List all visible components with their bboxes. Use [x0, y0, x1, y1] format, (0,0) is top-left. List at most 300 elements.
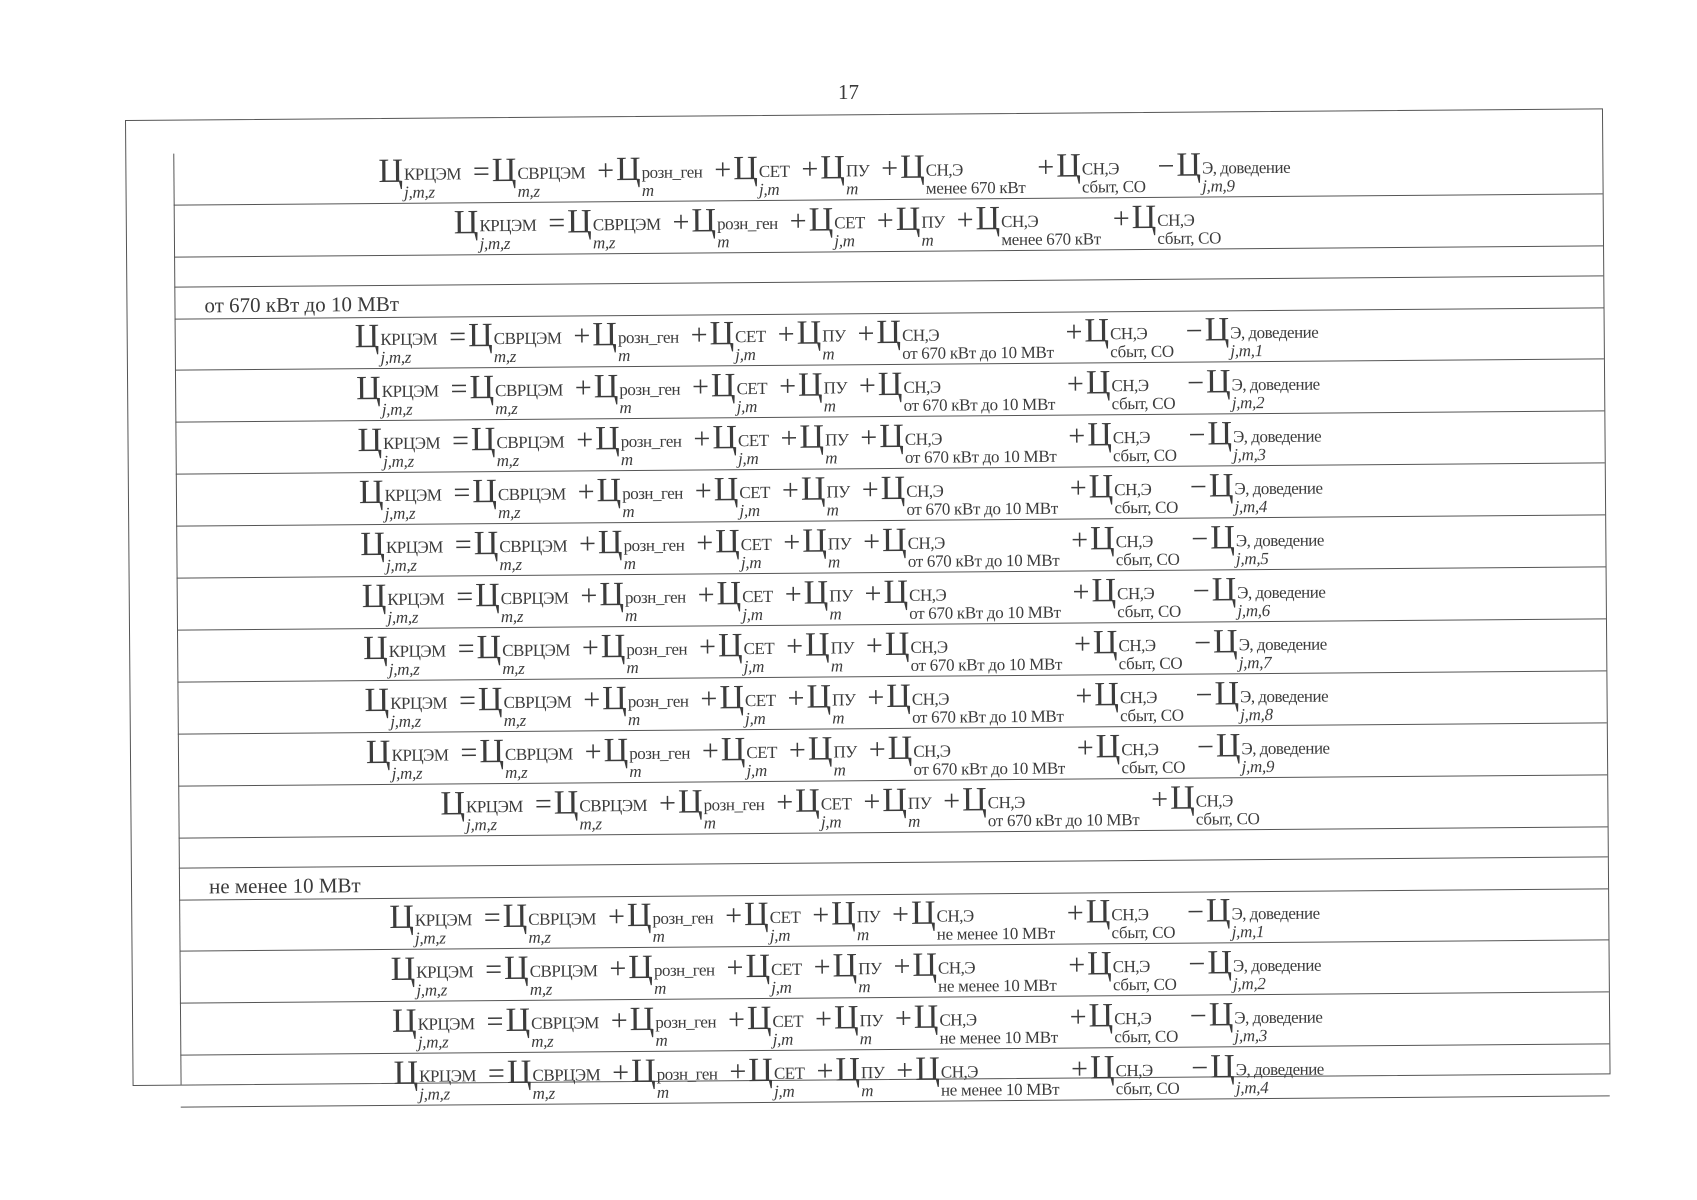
superscript: КРЦЭМ	[390, 692, 448, 713]
term-set	[692, 522, 771, 573]
term-scripts	[419, 1067, 476, 1102]
subscript: m	[619, 397, 632, 417]
operator-sign: =	[454, 527, 472, 561]
price-symbol: Ц	[1210, 1047, 1235, 1086]
term-scripts	[926, 160, 1026, 196]
superscript: СН,Э	[1121, 739, 1159, 759]
term-sn-capacity	[952, 199, 1100, 250]
price-symbol: Ц	[1056, 146, 1081, 185]
operator-sign: +	[1069, 999, 1087, 1034]
term-scripts	[913, 741, 1065, 777]
operator-sign: +	[863, 784, 881, 818]
superscript: СН,Э	[939, 1009, 977, 1030]
term-scripts	[857, 908, 881, 943]
section-header: от 670 кВт до 10 МВт	[204, 291, 400, 318]
formula	[389, 892, 1328, 949]
superscript: СН,Э	[1115, 1060, 1153, 1080]
price-symbol: Ц	[1087, 944, 1112, 982]
superscript: СЕТ	[739, 482, 771, 502]
superscript: СН,Э	[903, 377, 941, 397]
term-scripts	[496, 433, 564, 469]
price-symbol: Ц	[899, 148, 925, 186]
price-symbol: Ц	[1088, 467, 1114, 505]
superscript: Э, доведение	[1240, 686, 1329, 706]
term-scripts	[1157, 211, 1221, 246]
term-scripts	[921, 213, 945, 248]
operator-sign: +	[1065, 315, 1083, 349]
subscript: от 670 кВт до 10 МВт	[907, 550, 1060, 571]
subscript: j,m,4	[1235, 1077, 1269, 1097]
price-symbol: Ц	[717, 626, 743, 664]
price-symbol: Ц	[1131, 198, 1157, 236]
superscript: СВРЦЭМ	[495, 380, 563, 400]
operator-sign: −	[1186, 366, 1205, 400]
price-symbol: Ц	[746, 999, 772, 1037]
price-symbol: Ц	[1092, 623, 1118, 661]
superscript: СВРЦЭМ	[499, 536, 568, 556]
subscript: m	[626, 657, 639, 677]
price-symbol: Ц	[393, 1054, 419, 1092]
price-symbol: Ц	[506, 1053, 532, 1091]
superscript: Э, доведение	[1237, 582, 1326, 602]
formula	[366, 726, 1338, 784]
term-scripts	[774, 1064, 805, 1099]
term-pu	[797, 149, 869, 200]
term-result	[454, 203, 537, 254]
term-scripts	[939, 1010, 1058, 1046]
subscript: j,m,z	[381, 399, 413, 419]
superscript: СЕТ	[735, 326, 766, 347]
term-scripts	[1239, 635, 1327, 671]
operator-sign: +	[672, 205, 690, 239]
term-sn-sbyt	[1066, 996, 1179, 1047]
subscript: j,m	[771, 977, 792, 997]
term-scripts	[1232, 375, 1320, 411]
term-sn-sbyt	[1147, 779, 1260, 830]
price-symbol: Ц	[473, 524, 499, 562]
formula	[392, 995, 1331, 1052]
term-rozn-gen	[581, 731, 691, 782]
price-symbol: Ц	[1094, 675, 1120, 713]
term-scripts	[937, 907, 1056, 943]
operator-sign: −	[1185, 314, 1203, 348]
superscript: ПУ	[830, 637, 855, 657]
operator-sign: =	[458, 683, 477, 717]
operator-sign: =	[534, 787, 552, 821]
term-scripts	[530, 962, 598, 998]
subscript: от 670 кВт до 10 МВт	[987, 809, 1140, 830]
term-scripts	[829, 587, 853, 622]
operator-sign: +	[893, 949, 911, 983]
operator-sign: +	[700, 681, 718, 715]
subscript: m,z	[592, 232, 616, 252]
term-result	[355, 318, 438, 369]
subscript: j,m,z	[414, 928, 446, 948]
superscript: СВРЦЭМ	[592, 214, 661, 234]
operator-sign: +	[583, 682, 601, 716]
operator-sign: +	[577, 474, 595, 508]
term-result	[389, 898, 472, 949]
term-scripts	[625, 588, 686, 623]
superscript: СЕТ	[737, 430, 769, 450]
term-scripts	[831, 639, 855, 674]
price-symbol: Ц	[378, 152, 404, 190]
term-pu	[778, 470, 850, 521]
subscript: j,m,6	[1237, 600, 1270, 620]
operator-sign: +	[574, 370, 592, 404]
term-sn-capacity	[892, 1049, 1059, 1100]
operator-sign: +	[610, 1003, 628, 1037]
operator-sign: +	[607, 900, 626, 934]
subscript: j,m,z	[417, 1031, 449, 1052]
term-scripts	[657, 1065, 718, 1100]
term-sn-capacity	[863, 676, 1063, 728]
price-symbol: Ц	[1089, 1048, 1115, 1086]
term-pu	[775, 366, 847, 417]
price-symbol: Ц	[596, 471, 622, 509]
term-scripts	[404, 165, 461, 200]
term-rozn-gen	[572, 419, 682, 470]
term-scripts	[704, 796, 765, 831]
operator-sign: =	[460, 735, 478, 769]
superscript: СВРЦЭМ	[528, 909, 597, 929]
superscript: Э, доведение	[1232, 955, 1322, 975]
operator-sign: =	[485, 952, 503, 986]
term-set	[694, 574, 773, 625]
section-header: не менее 10 МВт	[208, 873, 361, 899]
term-sn-sbyt	[1109, 198, 1222, 249]
term-scripts	[825, 431, 849, 466]
term-scripts	[909, 585, 1061, 621]
term-scripts	[1118, 636, 1182, 671]
superscript: КРЦЭМ	[385, 537, 443, 557]
term-dovedenie	[1183, 892, 1320, 943]
superscript: СВРЦЭМ	[530, 1012, 599, 1033]
subscript: не менее 10 МВт	[940, 1079, 1060, 1100]
term-scripts	[941, 1062, 1060, 1098]
superscript: ПУ	[856, 907, 881, 927]
page-number: 17	[838, 80, 859, 104]
operator-sign: +	[584, 734, 602, 768]
term-svrcem	[481, 949, 598, 1000]
formula	[360, 518, 1332, 576]
price-symbol: Ц	[1210, 518, 1235, 556]
subscript: сбыт, СО	[1117, 601, 1181, 621]
price-symbol: Ц	[599, 575, 625, 613]
term-sn-capacity	[939, 780, 1139, 832]
operator-sign: +	[573, 319, 591, 353]
superscript: Э, доведение	[1238, 634, 1327, 654]
operator-sign: +	[1037, 150, 1055, 184]
subscript: сбыт, СО	[1110, 341, 1174, 362]
subscript: m	[652, 926, 665, 946]
price-symbol: Ц	[603, 731, 629, 769]
term-dovedenie	[1187, 518, 1324, 569]
subscript: m	[826, 499, 839, 520]
operator-sign: +	[1068, 947, 1086, 982]
term-scripts	[494, 330, 562, 366]
subscript: m	[703, 812, 716, 832]
superscript: СЕТ	[773, 1063, 805, 1083]
subscript: j,m	[736, 396, 758, 416]
price-symbol: Ц	[797, 366, 823, 404]
term-sn-sbyt	[1073, 727, 1186, 778]
operator-sign: +	[697, 577, 715, 612]
price-symbol: Ц	[361, 577, 387, 615]
term-scripts	[903, 377, 1055, 413]
superscript: розн_ген	[653, 959, 715, 980]
term-scripts	[1236, 531, 1324, 567]
operator-sign: +	[943, 783, 961, 818]
term-scripts	[505, 745, 573, 781]
superscript: розн_ген	[641, 161, 703, 182]
term-result	[360, 525, 443, 576]
operator-sign: +	[801, 152, 819, 186]
operator-sign: −	[1188, 947, 1206, 981]
term-set	[696, 678, 775, 729]
term-scripts	[383, 434, 440, 469]
superscript: КРЦЭМ	[383, 433, 441, 453]
superscript: СВРЦЭМ	[529, 960, 598, 981]
term-result	[440, 784, 523, 835]
superscript: СЕТ	[772, 1011, 804, 1031]
term-pu	[779, 522, 851, 573]
price-symbol: Ц	[360, 525, 386, 563]
formula-row	[180, 1044, 1609, 1107]
term-result	[356, 369, 439, 420]
term-set	[698, 730, 777, 781]
subscript: менее 670 кВт	[1001, 228, 1101, 249]
subscript: m	[617, 346, 631, 366]
term-result	[378, 152, 461, 203]
superscript: Э, доведение	[1234, 478, 1323, 498]
subscript: сбыт, СО	[1111, 393, 1176, 413]
term-scripts	[466, 797, 523, 832]
price-symbol: Ц	[469, 368, 495, 406]
term-scripts	[618, 329, 679, 364]
superscript: СН,Э	[907, 533, 945, 553]
term-scripts	[1202, 158, 1290, 194]
operator-sign: +	[1151, 782, 1169, 816]
superscript: розн_ген	[629, 743, 690, 763]
term-sn-capacity	[865, 728, 1065, 780]
subscript: j,m	[772, 1029, 794, 1049]
term-rozn-gen	[593, 150, 703, 201]
operator-sign: +	[786, 629, 804, 663]
term-rozn-gen	[604, 896, 714, 947]
term-scripts	[1233, 427, 1321, 463]
operator-sign: +	[1112, 201, 1130, 235]
price-symbol: Ц	[358, 473, 384, 511]
operator-sign: +	[1070, 1051, 1089, 1086]
operator-sign: +	[783, 525, 801, 559]
subscript: от 670 кВт до 10 МВт	[911, 706, 1064, 727]
subscript: сбыт, СО	[1118, 653, 1183, 673]
term-dovedenie	[1186, 995, 1323, 1046]
term-set	[686, 315, 765, 366]
formula	[363, 622, 1335, 680]
subscript: m	[845, 178, 859, 198]
term-scripts	[384, 486, 441, 521]
price-symbol: Ц	[882, 781, 908, 819]
operator-sign: +	[860, 420, 878, 454]
superscript: розн_ген	[627, 691, 689, 711]
term-pu	[774, 314, 846, 365]
term-pu	[873, 200, 945, 251]
term-scripts	[736, 379, 767, 414]
term-scripts	[1237, 583, 1325, 619]
operator-sign: +	[691, 369, 710, 404]
subscript: j,m	[773, 1081, 795, 1101]
superscript: СН,Э	[1195, 790, 1233, 811]
price-symbol: Ц	[491, 151, 517, 189]
price-symbol: Ц	[390, 950, 416, 988]
formula	[355, 311, 1327, 369]
operator-sign: +	[1068, 418, 1086, 453]
price-symbol: Ц	[895, 200, 921, 238]
superscript: СН,Э	[906, 481, 944, 501]
operator-sign: +	[578, 526, 597, 560]
superscript: СН,Э	[913, 741, 951, 761]
term-sn-sbyt	[1064, 944, 1177, 995]
price-symbol: Ц	[391, 1002, 417, 1040]
price-symbol: Ц	[1088, 996, 1114, 1034]
price-symbol: Ц	[880, 469, 906, 507]
subscript: m	[921, 230, 934, 250]
formula	[359, 466, 1331, 524]
operator-sign: +	[726, 950, 744, 984]
price-symbol: Ц	[389, 898, 414, 936]
term-rozn-gen	[573, 471, 683, 522]
price-symbol: Ц	[691, 201, 717, 240]
operator-sign: +	[1069, 470, 1087, 505]
term-scripts	[746, 743, 777, 778]
subscript: m,z	[528, 927, 551, 947]
subscript: j,m,z	[380, 347, 412, 368]
price-symbol: Ц	[879, 417, 904, 455]
price-symbol: Ц	[1085, 893, 1111, 931]
term-dovedenie	[1186, 466, 1323, 517]
price-symbol: Ц	[799, 418, 825, 456]
term-scripts	[832, 691, 856, 726]
term-svrcem	[456, 732, 573, 783]
term-scripts	[502, 641, 570, 677]
price-symbol: Ц	[1208, 466, 1234, 504]
subscript: m,z	[503, 710, 527, 730]
subscript: j,m	[746, 760, 767, 780]
term-sn-capacity	[862, 624, 1062, 676]
price-symbol: Ц	[628, 948, 654, 986]
price-symbol: Ц	[1214, 674, 1240, 712]
term-svrcem	[484, 1053, 601, 1104]
subscript: j,m,z	[479, 233, 511, 253]
operator-sign: −	[1195, 677, 1213, 712]
subscript: от 670 кВт до 10 МВт	[903, 394, 1056, 415]
term-set	[710, 149, 789, 200]
operator-sign: +	[776, 785, 794, 819]
superscript: ПУ	[907, 793, 932, 813]
subscript: m	[859, 1028, 872, 1048]
operator-sign: −	[1194, 625, 1212, 660]
term-scripts	[593, 215, 661, 251]
superscript: СЕТ	[740, 534, 772, 554]
term-scripts	[579, 796, 647, 832]
price-symbol: Ц	[1207, 943, 1233, 982]
operator-sign: +	[1075, 678, 1093, 713]
term-set	[688, 366, 767, 417]
subscript: m	[627, 709, 640, 729]
subscript: j,m,5	[1235, 548, 1269, 568]
term-scripts	[822, 327, 846, 362]
term-scripts	[1001, 212, 1101, 248]
term-svrcem	[482, 1001, 599, 1052]
operator-sign: +	[863, 524, 881, 558]
operator-sign: +	[857, 317, 875, 351]
term-scripts	[1116, 532, 1180, 567]
subscript: m,z	[495, 398, 518, 418]
price-symbol: Ц	[715, 522, 740, 560]
operator-sign: +	[894, 1001, 912, 1035]
term-svrcem	[544, 202, 661, 253]
term-scripts	[499, 537, 567, 573]
term-sn-sbyt	[1063, 363, 1176, 414]
superscript: СН,Э	[936, 906, 974, 926]
superscript: СН,Э	[904, 429, 943, 449]
operator-sign: +	[612, 1055, 630, 1089]
operator-sign: −	[1196, 729, 1215, 764]
term-sn-sbyt	[1063, 893, 1176, 944]
superscript: ПУ	[826, 481, 850, 502]
superscript: СЕТ	[758, 161, 790, 181]
term-scripts	[744, 639, 775, 674]
operator-sign: +	[690, 318, 708, 352]
operator-sign: =	[457, 631, 475, 665]
superscript: КРЦЭМ	[391, 744, 449, 765]
term-scripts	[415, 911, 472, 946]
operator-sign: +	[780, 421, 798, 455]
term-sn-capacity	[853, 313, 1053, 365]
subscript: j,m,1	[1230, 341, 1263, 361]
price-symbol: Ц	[887, 729, 913, 767]
operator-sign: +	[725, 899, 743, 933]
price-symbol: Ц	[915, 1050, 940, 1088]
superscript: СН,Э	[1114, 1008, 1152, 1028]
superscript: розн_ген	[619, 379, 681, 399]
subscript: j,m	[742, 604, 763, 624]
superscript: СН,Э	[1111, 904, 1149, 925]
term-svrcem	[445, 317, 562, 368]
operator-sign: −	[1192, 573, 1210, 608]
term-rozn-gen	[569, 316, 679, 367]
term-rozn-gen	[655, 783, 765, 834]
term-svrcem	[480, 897, 597, 948]
superscript: розн_ген	[716, 213, 778, 233]
price-symbol: Ц	[467, 317, 493, 355]
price-symbol: Ц	[553, 783, 579, 822]
operator-sign: +	[784, 577, 802, 611]
term-sn-sbyt	[1067, 1048, 1180, 1099]
term-pu	[782, 626, 854, 677]
operator-sign: =	[451, 423, 470, 457]
subscript: m	[625, 605, 638, 625]
superscript: СН,Э	[925, 159, 963, 180]
subscript: j,m	[738, 448, 759, 468]
term-result	[364, 681, 447, 732]
superscript: ПУ	[845, 160, 870, 180]
term-scripts	[834, 214, 865, 249]
term-scripts	[531, 1014, 599, 1050]
superscript: СН,Э	[1115, 531, 1153, 551]
